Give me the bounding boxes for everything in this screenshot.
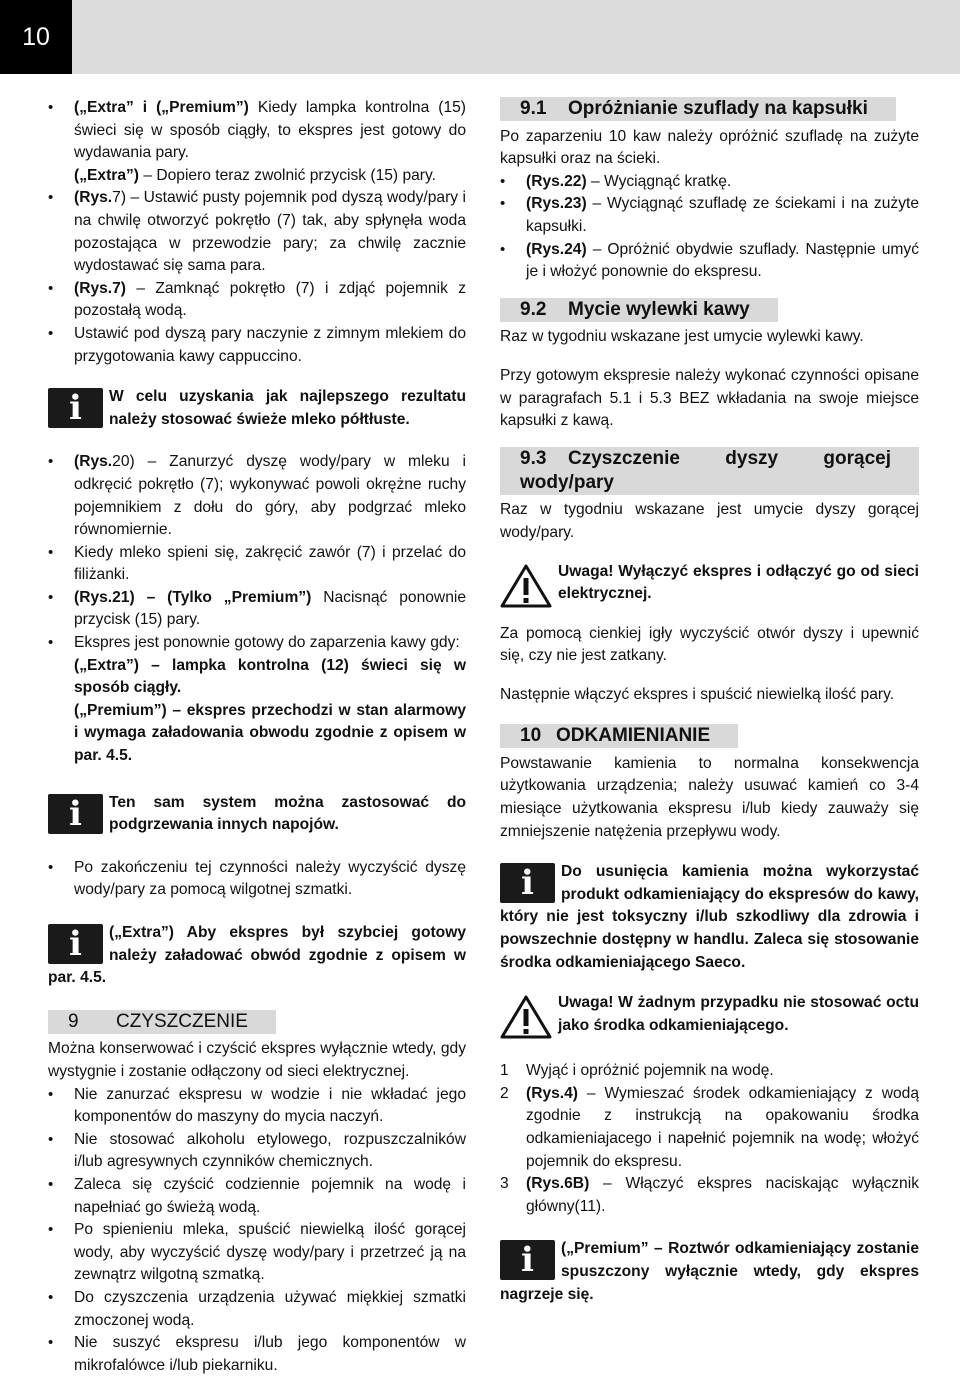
section-heading-9-3: 9.3 Czyszczenie dyszy gorącej wody/pary xyxy=(500,447,919,495)
list-item: • (Rys.20) – Zanurzyć dyszę wody/pary w mleku i odkręcić pokrętło (7); wykonywać powoli okrężne ruchy pojemnikiem z dołu do góry, aby podgrzać mleko równomiernie. xyxy=(48,451,466,541)
list-item: • Po zakończeniu tej czynności należy wyczyścić dyszę wody/pary za pomocą wilgotnej szmatki. xyxy=(48,857,466,902)
section-heading-9: 9 CZYSZCZENIE xyxy=(48,1010,276,1034)
left-column xyxy=(48,97,466,1377)
list-item: 1 Wyjąć i opróżnić pojemnik na wodę. xyxy=(500,1062,774,1080)
info-note: i W celu uzyskania jak najlepszego rezultatu należy stosować świeże mleko półtłuste. xyxy=(48,386,466,431)
section-9-3-p3: Następnie włączyć ekspres i spuścić niewielką ilość pary. xyxy=(500,685,895,703)
descaling-steps-list xyxy=(500,1060,919,1218)
info-note: i („Extra”) Aby ekspres był szybciej gotowy należy załadować obwód zgodnie z opisem w par. 4.5. xyxy=(48,924,466,987)
steam-steps-list xyxy=(48,97,466,368)
milk-steps-list xyxy=(48,451,466,767)
warning-note: Uwaga! Wyłączyć ekspres i odłączyć go od sieci elektrycznej. xyxy=(500,561,919,609)
list-item: • (Rys.24) – Opróżnić obydwie szuflady. Następnie umyć je i włożyć ponownie do ekspresu. xyxy=(500,239,919,284)
list-item: 2 (Rys.4) – Wymieszać środek odkamieniający z wodą zgodnie z instrukcją na opakowaniu środka odkamieniajacego i napełnić pojemnik na wodę; włożyć pojemnik do ekspresu. xyxy=(500,1084,919,1170)
info-icon: i xyxy=(48,388,103,428)
info-note: i („Premium” – Roztwór odkamieniający zostanie spuszczony wyłącznie wtedy, gdy ekspres nagrzeje się. xyxy=(500,1240,919,1303)
section-9-2-p1: Raz w tygodniu wskazane jest umycie wylewki kawy. xyxy=(500,328,864,346)
page-number: 10 xyxy=(0,0,72,74)
list-item: • Po spienieniu mleka, spuścić niewielką ilość gorącej wody, aby wyczyścić dyszę wody/pary i przetrzeć ją na zewnątrz wilgotną szmatką. xyxy=(48,1219,466,1287)
section-heading-10: 10 ODKAMIENIANIE xyxy=(500,724,738,748)
section-9-1-intro: Po zaparzeniu 10 kaw należy opróżnić szufladę na zużyte kapsułki oraz na ścieki. xyxy=(500,127,919,168)
list-item: • Nie stosować alkoholu etylowego, rozpuszczalników i/lub agresywnych czynników chemicznych. xyxy=(48,1129,466,1174)
list-item: • Ekspres jest ponownie gotowy do zaparzenia kawy gdy: („Extra”) – lampka kontrolna (12) świeci się w sposób ciągły. („Premium”) – ekspres przechodzi w stan alarmowy i wymaga załadowania obwodu zgodnie z opisem w par. 4.5. xyxy=(48,632,466,768)
list-item: • (Rys.23) – Wyciągnąć szufladę ze ściekami i na zużyte kapsułki. xyxy=(500,193,919,238)
info-note: i Ten sam system można zastosować do podgrzewania innych napojów. xyxy=(48,792,466,837)
cleanup-list xyxy=(48,857,466,902)
list-item: • (Rys.21) – (Tylko „Premium”) Nacisnąć ponownie przycisk (15) pary. xyxy=(48,587,466,632)
list-item: • („Extra” i („Premium”) Kiedy lampka kontrolna (15) świeci się w sposób ciągły, to ekspres jest gotowy do wydawania pary. („Extra”) – Dopiero teraz zwolnić przycisk (15) pary. xyxy=(48,97,466,187)
list-item: 3 (Rys.6B) – Włączyć ekspres naciskając wyłącznik główny(11). xyxy=(500,1175,919,1215)
warning-triangle-icon xyxy=(500,563,552,609)
warning-note: Uwaga! W żadnym przypadku nie stosować octu jako środka odkamieniającego. xyxy=(500,992,919,1040)
info-icon: i xyxy=(500,863,555,903)
section-heading-9-2: 9.2 Mycie wylewki kawy xyxy=(500,298,778,322)
info-icon: i xyxy=(48,924,103,964)
section-9-intro: Można konserwować i czyścić ekspres wyłącznie wtedy, gdy wystygnie i zostanie odłączony od sieci elektrycznej. xyxy=(48,1040,466,1080)
info-icon: i xyxy=(48,794,103,834)
info-icon: i xyxy=(500,1240,555,1280)
list-item: • (Rys.7) – Zamknąć pokrętło (7) i zdjąć pojemnik z pozostałą wodą. xyxy=(48,278,466,323)
section-9-2-p2: Przy gotowym ekspresie należy wykonać czynności opisane w paragrafach 5.1 i 5.3 BEZ wkładania na swoje miejsce kapsułki z kawą. xyxy=(500,366,919,430)
list-item: • Nie suszyć ekspresu i/lub jego komponentów w mikrofalówce i/lub piekarniku. xyxy=(48,1332,466,1377)
list-item: • Nie zanurzać ekspresu w wodzie i nie wkładać jego komponentów do maszyny do mycia naczyń. xyxy=(48,1084,466,1129)
cleaning-list xyxy=(48,1084,466,1378)
list-item: • Do czyszczenia urządzenia używać miękkiej szmatki zmoczonej wodą. xyxy=(48,1287,466,1332)
page-header-bar xyxy=(0,0,960,74)
warning-triangle-icon xyxy=(500,994,552,1040)
list-item: • Zaleca się czyścić codziennie pojemnik na wodę i napełniać go świeżą wodą. xyxy=(48,1174,466,1219)
info-note: i Do usunięcia kamienia można wykorzystać produkt odkamieniający do ekspresów do kawy, który nie jest toksyczny i/lub szkodliwy dla zdrowia i powszechnie dostępny w handlu. Zaleca się stosowanie środka odkamieniającego Saeco. xyxy=(500,863,919,971)
section-heading-9-1: 9.1 Opróżnianie szuflady na kapsułki xyxy=(500,97,896,121)
right-column xyxy=(500,97,919,1306)
list-item: • Ustawić pod dyszą pary naczynie z zimnym mlekiem do przygotowania kawy cappuccino. xyxy=(48,323,466,368)
list-item: • (Rys.7) – Ustawić pusty pojemnik pod dyszą wody/pary i na chwilę otworzyć pokrętło (7) tak, aby spłynęła woda pozostająca w przewodzie pary; za chwilę zacznie wydostawać się sama para. xyxy=(48,187,466,277)
section-9-3-p2: Za pomocą cienkiej igły wyczyścić otwór dyszy i upewnić się, czy nie jest zatkany. xyxy=(500,624,919,665)
drawer-steps-list xyxy=(500,171,919,284)
list-item: • (Rys.22) – Wyciągnąć kratkę. xyxy=(500,171,919,194)
list-item: • Kiedy mleko spieni się, zakręcić zawór (7) i przelać do filiżanki. xyxy=(48,542,466,587)
section-10-p1: Powstawanie kamienia to normalna konsekwencja użytkowania urządzenia; należy usuwać kamień co 3-4 miesiące użytkowania ekspresu i/lub kiedy zauważy się zmniejszenie natężenia przepływu wody. xyxy=(500,754,919,840)
section-9-3-p1: Raz w tygodniu wskazane jest umycie dyszy gorącej wody/pary. xyxy=(500,501,919,541)
